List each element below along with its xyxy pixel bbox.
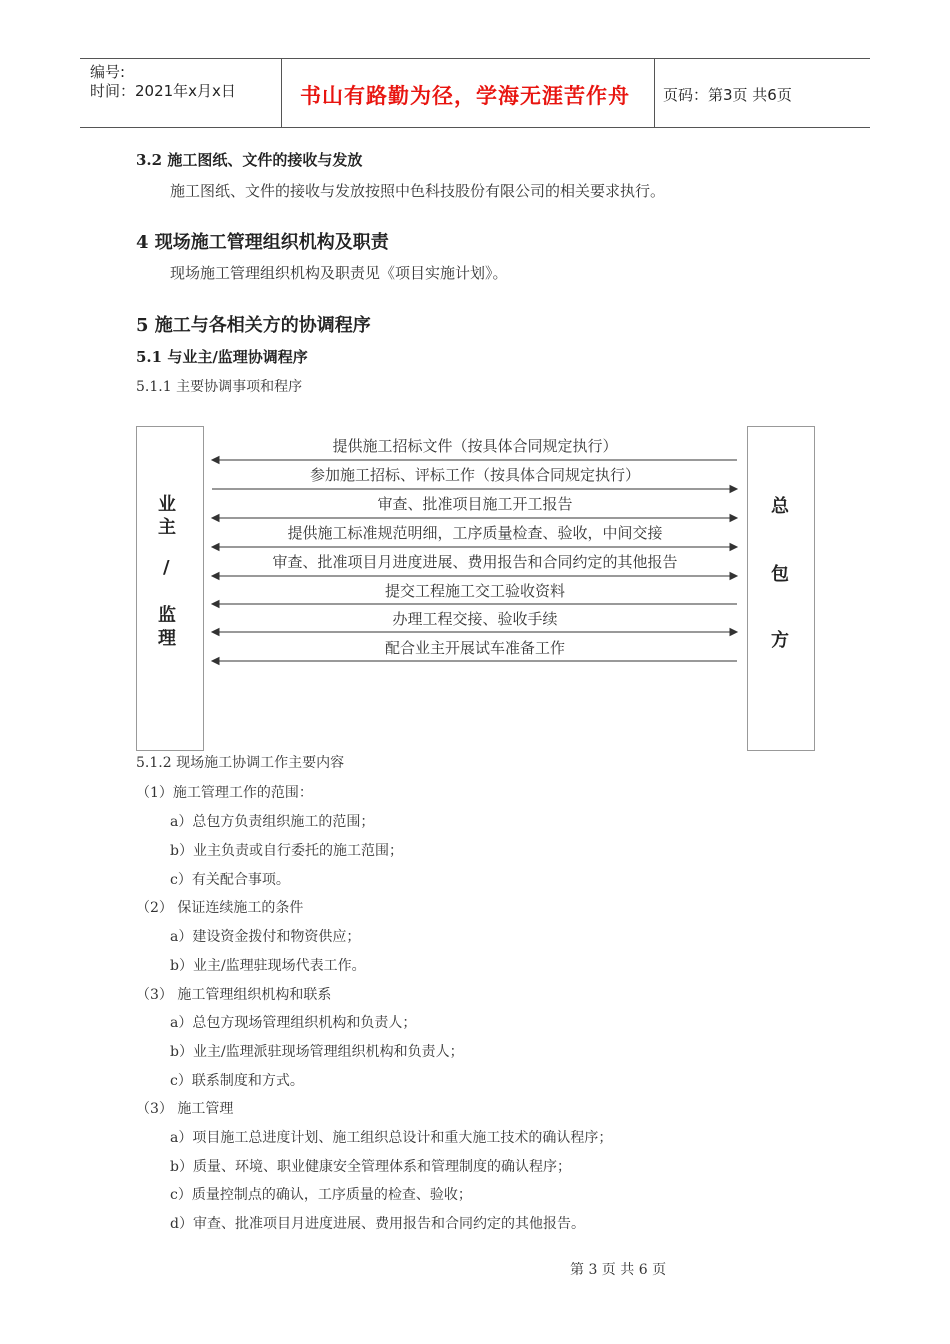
section-5-title: 5 施工与各相关方的协调程序 bbox=[136, 315, 371, 336]
arrow-head bbox=[212, 457, 219, 464]
flow-label: 提供施工标准规范明细，工序质量检查、验收，中间交接 bbox=[287, 524, 663, 542]
arrow-head bbox=[212, 601, 219, 608]
header-motto: 书山有路勤为径，学海无涯苦作舟 bbox=[300, 84, 630, 108]
contractor-char: 总 bbox=[771, 496, 789, 517]
list-item: a）项目施工总进度计划、施工组织总设计和重大施工技术的确认程序； bbox=[170, 1130, 613, 1146]
arrow-head bbox=[730, 573, 737, 580]
arrow-head bbox=[730, 544, 737, 551]
list-item: b）业主负责或自行委托的施工范围； bbox=[170, 843, 403, 859]
list-item: c）有关配合事项。 bbox=[170, 872, 290, 888]
arrow-head bbox=[730, 515, 737, 522]
section-4-title: 4 现场施工管理组织机构及职责 bbox=[136, 232, 389, 253]
section-5-1-title: 5.1 与业主/监理协调程序 bbox=[136, 348, 308, 366]
list-heading: （3） 施工管理 bbox=[136, 1101, 234, 1117]
section-5-1-2-title: 5.1.2 现场施工协调工作主要内容 bbox=[136, 755, 345, 771]
owner-char: 监 bbox=[158, 605, 176, 626]
list-item: b）业主/监理驻现场代表工作。 bbox=[170, 958, 366, 974]
list-item: b）质量、环境、职业健康安全管理体系和管理制度的确认程序； bbox=[170, 1159, 571, 1175]
flow-label: 审查、批准项目施工开工报告 bbox=[377, 495, 573, 513]
arrow-head bbox=[212, 515, 219, 522]
page-footer: 第 3 页 共 6 页 bbox=[570, 1262, 667, 1278]
section-5-1-1-title: 5.1.1 主要协调事项和程序 bbox=[136, 379, 303, 395]
section-3-2-title: 3.2 施工图纸、文件的接收与发放 bbox=[136, 151, 363, 169]
arrow-head bbox=[730, 629, 737, 636]
contractor-char: 包 bbox=[771, 564, 789, 585]
document-number-label: 编号: bbox=[90, 63, 126, 81]
flow-label: 配合业主开展试车准备工作 bbox=[384, 639, 565, 657]
header-page-label: 页码：第3页 共6页 bbox=[663, 86, 792, 104]
arrow-head bbox=[212, 544, 219, 551]
arrow-head bbox=[212, 629, 219, 636]
list-item: c）质量控制点的确认，工序质量的检查、验收； bbox=[170, 1187, 472, 1203]
contractor-char: 方 bbox=[771, 630, 789, 651]
owner-char: 主 bbox=[158, 517, 176, 538]
section-3-2-text: 施工图纸、文件的接收与发放按照中色科技股份有限公司的相关要求执行。 bbox=[170, 182, 666, 200]
list-item: a）总包方负责组织施工的范围； bbox=[170, 814, 375, 830]
list-heading: （2） 保证连续施工的条件 bbox=[136, 900, 304, 916]
list-item: b）业主/监理派驻现场管理组织机构和负责人； bbox=[170, 1044, 464, 1060]
arrow-head bbox=[212, 573, 219, 580]
document-time-label: 时间：2021年x月x日 bbox=[90, 82, 236, 100]
flow-label: 审查、批准项目月进度进展、费用报告和合同约定的其他报告 bbox=[272, 553, 678, 571]
owner-char: 理 bbox=[158, 628, 176, 649]
flow-label: 参加施工招标、评标工作（按具体合同规定执行） bbox=[309, 466, 640, 484]
arrow-head bbox=[212, 658, 219, 665]
list-item: a）建设资金拨付和物资供应； bbox=[170, 929, 361, 945]
owner-char: / bbox=[163, 557, 170, 578]
flow-label: 提供施工招标文件（按具体合同规定执行） bbox=[332, 437, 618, 455]
list-item: d）审查、批准项目月进度进展、费用报告和合同约定的其他报告。 bbox=[170, 1216, 585, 1232]
flow-label: 提交工程施工交工验收资料 bbox=[384, 582, 565, 600]
list-item: a）总包方现场管理组织机构和负责人； bbox=[170, 1015, 417, 1031]
list-heading: （1）施工管理工作的范围： bbox=[136, 785, 313, 801]
section-4-text: 现场施工管理组织机构及职责见《项目实施计划》。 bbox=[170, 264, 508, 282]
list-item: c）联系制度和方式。 bbox=[170, 1073, 304, 1089]
owner-char: 业 bbox=[158, 494, 176, 515]
flow-label: 办理工程交接、验收手续 bbox=[392, 610, 558, 628]
arrow-head bbox=[730, 486, 737, 493]
list-heading: （3） 施工管理组织机构和联系 bbox=[136, 987, 332, 1003]
